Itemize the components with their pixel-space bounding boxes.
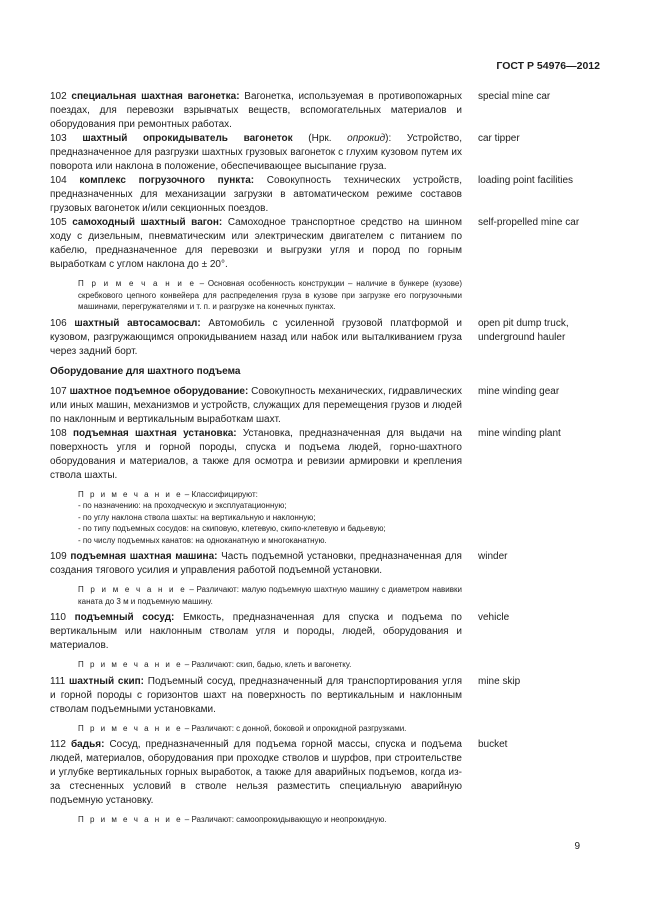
note-110 [50,659,462,671]
term-entry-102 [50,90,598,132]
term-entry-110 [50,611,598,653]
term-definition: Подъемный сосуд, предназначенный для транспортирования угля и горной породы с горизонтов шахт на поверхность по вертикальным и наклонным стволам подъемными установками. [50,675,462,715]
entry-number: 102 [50,91,67,102]
term-name: шахтный опрокидыватель вагонеток [82,133,293,144]
note-111 [50,723,462,735]
english-equivalent: vehicle [478,612,510,623]
english-equivalent: open pit dump truck, underground hauler [478,317,569,343]
term-definition: ): Устройство, предназначенное для разгрузки шахтных грузовых вагонеток с глухим кузовом путем их поворота или наклона в положение, обеспечивающее высыпание груза. [50,133,462,172]
term-entry-106 [50,317,598,359]
entry-number: 111 [50,675,66,687]
entry-number: 112 [50,739,66,750]
note-text: – Основная особенность конструкции – наличие в бункере (кузове) скребкового цепного конвейера для распределения груза в кузове при загрузке его погрузочными машинами, перегружателями и т. п. и разгрузке на конечных пунктах. [78,279,462,311]
term-entry-104 [50,174,598,216]
english-equivalent: self-propelled mine car [478,217,580,228]
term-entry-112 [50,738,598,808]
term-name: шахтный скип: [69,675,144,687]
term-definition: Самоходное транспортное средство на шинном ходу с дизельным, пневматическим или электрическим двигателем с питанием по кабелю, предназначенное для перевозки и выгрузки угля и пород по горным выработкам с углом наклона до ± 20°. [50,217,462,270]
note-label: П р и м е ч а н и е [78,660,183,669]
deprecated-term: опрокид [347,133,386,144]
term-name: бадья: [71,739,105,750]
term-name: специальная шахтная вагонетка: [71,91,240,102]
entry-number: 107 [50,385,67,397]
entry-number: 106 [50,317,67,329]
term-name: шахтный автосамосвал: [74,317,201,329]
term-entry-109 [50,550,598,578]
term-name: подъемная шахтная установка: [72,427,237,439]
english-equivalent: mine skip [478,675,521,687]
note-list-item: - по числу подъемных канатов: на одноканатную и многоканатную. [78,535,327,545]
note-list-item: - по назначению: на проходческую и эксплуатационную; [78,501,287,510]
entry-number: 110 [50,612,66,623]
term-definition: Емкость, предназначенная для спуска и подъема по вертикальным или наклонным стволам угля и породы, людей, оборудования и материалов. [50,612,462,651]
note-text: – Различают: с донной, боковой и опрокидной разгрузками. [182,723,407,733]
english-equivalent: loading point facilities [478,175,574,186]
term-definition: Сосуд, предназначенный для подъема горной массы, спуска и подъема людей, материалов, оборудования при проходке стволов и шурфов, при строительстве и углубке вертикальных горных выработок, а также для аварийных подъемов, когда из-за стесненных условий в стволе нельзя разместить специальную аварийную подъемную установку. [50,739,462,806]
term-definition: Часть подъемной установки, предназначенная для создания тягового усилия и управления работой подъемной установки. [50,551,462,576]
note-label: П р и м е ч а н и е [78,815,183,824]
note-109 [50,584,462,607]
english-equivalent: mine winding gear [478,385,560,397]
standard-designation: ГОСТ Р 54976—2012 [496,60,600,72]
note-text: – Классифицируют: [182,489,258,499]
note-label: П р и м е ч а н и е [78,279,196,288]
note-108 [50,489,462,547]
term-name: подъемная шахтная машина: [70,551,218,562]
entry-number: 104 [50,175,67,186]
term-name: комплекс погрузочного пункта: [79,175,255,186]
note-112 [50,814,462,826]
term-definition: Вагонетка, используемая в противопожарных поездах, для перевозки взрывчатых веществ, вспомогательных материалов и оборудования при ремонтных работах. [50,91,462,130]
entry-number: 108 [50,427,67,439]
note-label: П р и м е ч а н и е [78,723,183,733]
english-equivalent: bucket [478,739,508,750]
note-text: – Различают: скип, бадью, клеть и вагонетку. [182,660,352,669]
entry-number: 109 [50,551,67,562]
note-label: П р и м е ч а н и е [78,489,183,499]
section-heading: Оборудование для шахтного подъема [50,365,241,377]
term-entry-103 [50,132,598,174]
term-definition: Автомобиль с усиленной грузовой платформой и кузовом, разгружающимся опрокидыванием назад или набок или выталкиванием груза через задний борт. [50,317,462,357]
note-label: П р и м е ч а н и е [78,585,187,594]
english-equivalent: special mine car [478,91,551,102]
term-note-open: (Нрк. [292,133,348,144]
note-text: – Различают: малую подъемную шахтную машину с диаметром навивки каната до 3 м и подъемную машину. [78,585,462,606]
term-entry-105 [50,216,598,272]
english-equivalent: mine winding plant [478,427,561,439]
note-105 [50,278,462,313]
term-name: шахтное подъемное оборудование: [69,385,249,397]
note-text: – Различают: самоопрокидывающую и неопрокидную. [182,815,387,824]
term-definition: Совокупность механических, гидравлических или иных машин, механизмов и устройств, служащих для перемещения грузов и людей по наклонным и вертикальным выработкам шахт. [50,385,462,425]
entry-number: 103 [50,133,67,144]
note-list-item: - по типу подъемных сосудов: на скиповую, клетевую, скипо-клетевую и бадьевую; [78,524,386,533]
term-entry-111 [50,675,598,717]
term-definition: Установка, предназначенная для выдачи на поверхность угля и горной породы, спуска и подъема людей, горно-шахтного оборудования и материалов, а также для осмотра и ревизии армировки и крепления ствола шахты. [50,427,462,481]
english-equivalent: winder [478,551,508,562]
document-body [50,90,598,830]
term-name: самоходный шахтный вагон: [72,217,223,228]
term-entry-107 [50,385,598,427]
term-definition: Совокупность технических устройств, предназначенных для механизации загрузки в автоматическом режиме составов грузовых вагонеток и/или секционных поездов. [50,175,462,214]
english-equivalent: car tipper [478,133,520,144]
entry-number: 105 [50,217,67,228]
page-number: 9 [574,841,580,852]
term-name: подъемный сосуд: [74,612,175,623]
note-list-item: - по углу наклона ствола шахты: на вертикальную и наклонную; [78,512,316,522]
term-entry-108 [50,427,598,483]
